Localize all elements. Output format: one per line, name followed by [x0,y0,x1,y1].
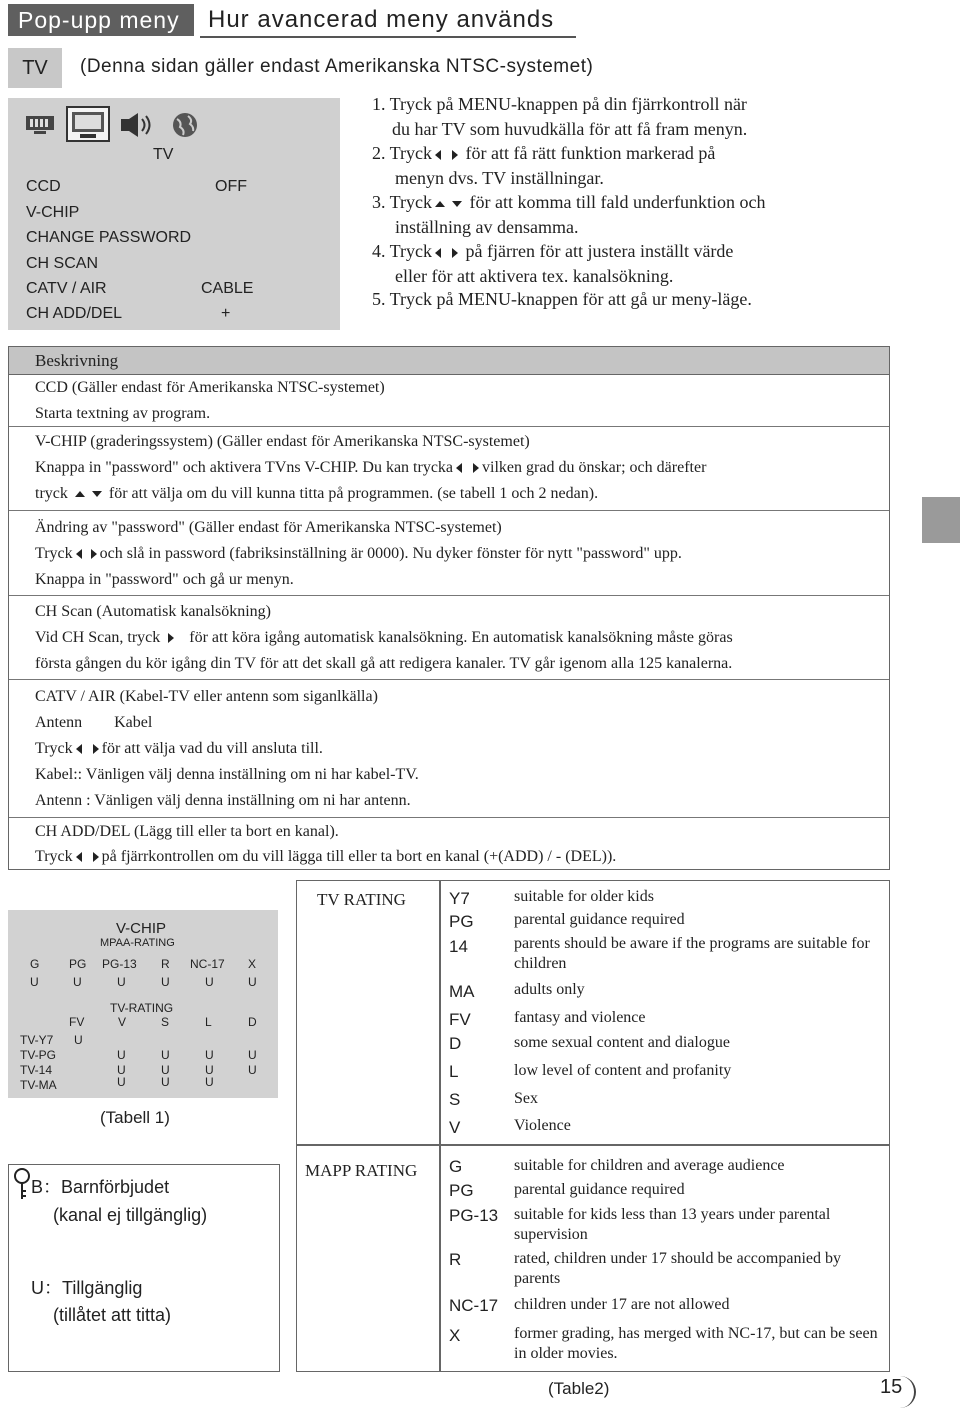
legend-b: B：Barnförbjudet [31,1177,170,1197]
description-heading: Beskrivning [9,347,889,375]
rating-desc: children under 17 are not allowed [514,1296,730,1313]
step-4: 4. Tryck på fjärren för att justera inställt värde eller för att aktivera tex. kanalsökning. [372,241,734,286]
step-5: 5. Tryck på MENU-knappen för att gå ur meny-läge. [372,289,752,309]
mpaa-value: U [30,975,39,989]
rating-desc: former grading, has merged with NC-17, but can be seen in older movies. [514,1325,878,1362]
catv-antenna-note: Antenn : Vänligen välj denna inställning om ni har antenn. [35,792,411,809]
rating-desc: parental guidance required [514,1181,685,1198]
rating-desc: suitable for children and average audience [514,1157,785,1174]
page-number: 15 [880,1376,903,1398]
ratings-table [296,880,890,1372]
step-2: 2. Tryck för att få rätt funktion markerad på menyn dvs. TV inställningar. [372,143,716,188]
left-arrow-icon [435,150,441,160]
tv-header: V [118,1015,127,1029]
menu-item-ch-add-del[interactable]: CH ADD/DEL [26,305,123,322]
ccd-text: Starta textning av program. [35,405,211,422]
tv-header: FV [69,1015,85,1029]
tv-row-value: U [248,1048,257,1062]
tv-rating-heading: TV-RATING [110,1001,174,1015]
rating-desc: Violence [514,1117,571,1134]
table-divider [439,881,441,1371]
rating-code: PG [449,1181,474,1200]
tv-row-label: TV-14 [20,1063,53,1077]
left-arrow-icon [456,463,462,473]
rating-code: S [449,1090,461,1109]
tv-tag: TV [8,48,62,88]
legend-box [8,1164,280,1372]
left-arrow-icon [76,852,82,862]
rating-desc: parental guidance required [514,911,685,928]
tv-header: L [205,1015,212,1029]
tv-row-value: U [117,1048,126,1062]
tv-row-value: U [117,1063,126,1077]
rating-code: L [449,1062,459,1081]
rating-code: G [449,1157,463,1176]
rating-code: MA [449,982,475,1001]
section-divider [9,510,889,511]
left-arrow-icon [76,549,82,559]
catv-options: Antenn Kabel [35,714,153,731]
mpaa-value: U [73,975,82,989]
vchip-text-2: tryck för att välja om du vill kunna titta på programmen. (se tabell 1 och 2 nedan). [35,485,599,502]
mpaa-heading: MPAA-RATING [100,937,175,949]
right-arrow-icon [91,549,97,559]
tv-header: S [161,1015,170,1029]
rating-code: PG-13 [449,1206,499,1225]
rating-desc: suitable for older kids [514,888,654,905]
rating-desc: suitable for kids less than 13 years under parental supervision [514,1206,831,1243]
menu-value-ch-add-del: + [221,305,231,322]
page-title: Hur avancerad meny används [208,6,555,33]
menu-value-ccd: OFF [215,178,247,195]
chscan-text-1: Vid CH Scan, tryck för att köra igång automatisk kanalsökning. En automatisk kanalsökning måste göras [35,629,733,646]
tv-row-label: TV-MA [20,1078,57,1092]
tv-row-value: U [161,1063,170,1077]
vchip-table-title: V-CHIP [116,920,167,937]
menu-title: TV [153,146,174,163]
catv-text-1: Tryck för att välja vad du vill ansluta till. [35,740,323,757]
mapp-rating-label: MAPP RATING [305,1161,418,1180]
tv-row-label: TV-Y7 [20,1033,54,1047]
chadd-title: CH ADD/DEL (Lägg till eller ta bort en kanal). [35,823,339,840]
page-number-bracket [896,1376,916,1408]
rating-code: 14 [449,937,468,956]
table1-caption: (Tabell 1) [100,1108,170,1127]
mpaa-value: U [248,975,257,989]
menu-item-catv-air[interactable]: CATV / AIR [26,280,107,297]
speaker-icon [118,110,156,140]
tv-row-label: TV-PG [20,1048,57,1062]
rating-code: FV [449,1010,471,1029]
menu-item-vchip[interactable]: V-CHIP [26,204,80,221]
section-tag: Pop-upp meny [8,4,194,36]
right-arrow-icon [452,248,458,258]
tv-header: D [248,1015,257,1029]
down-arrow-icon [452,201,462,207]
password-title: Ändring av "password" (Gäller endast för Amerikanska NTSC-systemet) [35,519,502,536]
up-arrow-icon [75,491,85,497]
tv-screen-icon [66,106,110,142]
vchip-table [8,910,278,1098]
globe-icon [166,110,204,140]
rating-code: PG [449,912,474,931]
rating-desc: some sexual content and dialogue [514,1034,730,1051]
legend-u-detail: (tillåtet att titta) [53,1305,172,1325]
tv-row-value: U [248,1063,257,1077]
chscan-text-2: första gången du kör igång din TV för att det skall gå att redigera kanaler. TV går igenom alla 125 kanalerna. [35,655,733,672]
catv-title: CATV / AIR (Kabel-TV eller antenn som siganlkälla) [35,688,378,705]
legend-u: U：Tillgänglig [31,1278,143,1298]
right-arrow-icon [93,744,99,754]
tv-row-value: U [205,1075,214,1089]
tv-row-value: U [205,1063,214,1077]
rating-code: R [449,1250,462,1269]
tv-row-value: U [74,1033,83,1047]
rating-code: V [449,1118,461,1137]
key-icon [11,1167,33,1201]
mpaa-value: U [161,975,170,989]
right-arrow-icon [452,150,458,160]
rating-desc: fantasy and violence [514,1009,646,1026]
side-tab [922,497,960,543]
step-1: 1. Tryck på MENU-knappen på din fjärrkontroll när du har TV som huvudkälla för att få fram menyn. [372,94,748,139]
legend-b-detail: (kanal ej tillgänglig) [53,1205,208,1225]
mpaa-header: PG [69,957,87,971]
menu-value-catv-air: CABLE [201,280,254,297]
chadd-text: Tryck på fjärrkontrollen om du vill lägga till eller ta bort en kanal (+(ADD) / - (DEL)). [35,848,617,865]
tv-row-value: U [205,1048,214,1062]
menu-item-ccd[interactable]: CCD [26,178,61,195]
mpaa-value: U [117,975,126,989]
ntsc-note: (Denna sidan gäller endast Amerikanska NTSC-systemet) [80,56,594,77]
rating-code: D [449,1034,462,1053]
tv-row-value: U [117,1075,126,1089]
table-divider [297,1144,889,1146]
mpaa-header: X [248,957,257,971]
rating-code: Y7 [449,889,470,908]
right-arrow-icon [168,633,174,643]
mpaa-header: NC-17 [190,957,225,971]
description-table [8,346,890,870]
catv-cable-note: Kabel:: Vänligen välj denna inställning om ni har kabel-TV. [35,766,419,783]
right-arrow-icon [93,852,99,862]
password-text-1: Tryck och slå in password (fabriksinställning är 0000). Nu dyker fönster för nytt "password" upp. [35,545,682,562]
rating-desc: rated, children under 17 should be accompanied by parents [514,1250,841,1287]
vchip-title: V-CHIP (graderingssystem) (Gäller endast för Amerikanska NTSC-systemet) [35,433,530,450]
password-text-2: Knappa in "password" och gå ur menyn. [35,571,294,588]
left-arrow-icon [76,744,82,754]
step-3: 3. Tryck för att komma till fald underfunktion och inställning av densamma. [372,192,766,237]
title-underline [200,36,576,38]
rating-code: X [449,1326,461,1345]
mpaa-value: U [205,975,214,989]
section-divider [9,595,889,596]
down-arrow-icon [92,491,102,497]
tv-row-value: U [161,1075,170,1089]
tv-rating-label: TV RATING [317,890,406,909]
menu-item-ch-scan[interactable]: CH SCAN [26,255,99,272]
table2-caption: (Table2) [548,1379,610,1398]
section-divider [9,426,889,427]
ccd-title: CCD (Gäller endast för Amerikanska NTSC-systemet) [35,379,385,396]
rating-desc: low level of content and profanity [514,1062,732,1079]
up-arrow-icon [435,201,445,207]
tv-row-value: U [161,1048,170,1062]
menu-item-change-password[interactable]: CHANGE PASSWORD [26,229,192,246]
vchip-text-1: Knappa in "password" och aktivera TVns V-CHIP. Du kan trycka vilken grad du önskar; och därefter [35,459,707,476]
section-divider [9,817,889,818]
chscan-title: CH Scan (Automatisk kanalsökning) [35,603,271,620]
mpaa-header: PG-13 [102,957,137,971]
rating-code: NC-17 [449,1296,499,1315]
left-arrow-icon [435,248,441,258]
picture-icon [22,110,60,140]
section-divider [9,679,889,680]
rating-desc: Sex [514,1090,538,1107]
right-arrow-icon [473,463,479,473]
rating-desc: adults only [514,981,585,998]
mpaa-header: R [161,957,170,971]
rating-desc: parents should be aware if the programs are suitable for children [514,935,870,972]
mpaa-header: G [30,957,40,971]
tv-menu-panel [8,98,340,330]
